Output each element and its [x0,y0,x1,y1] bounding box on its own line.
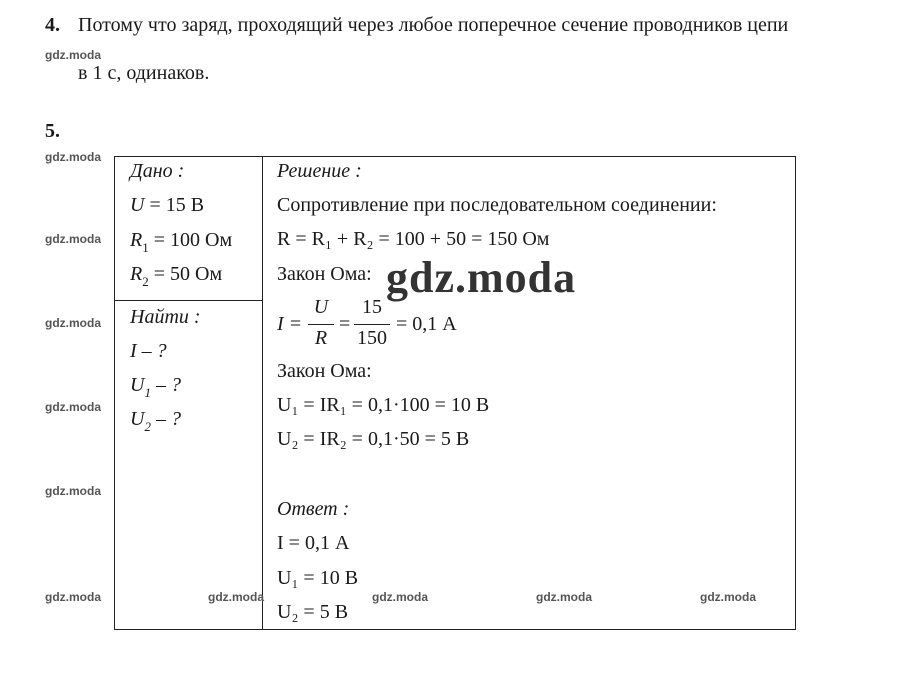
current-formula-eq: = [339,313,351,335]
watermark-small: gdz.moda [700,590,756,604]
find-item-u1: $U_1$ – ? [130,374,181,400]
ohm-law-label-2: Закон Ома: [277,360,372,382]
u1-formula: U₁ = IR₁ = 0,1·100 = 10 В [277,394,490,416]
find-title: Найти : [130,306,201,328]
series-text: Сопротивление при последовательном соединении: [277,194,717,216]
task-4-number: 4. [45,14,60,36]
solution-title: Решение : [277,160,362,182]
fraction-2-bar [354,324,390,325]
task-4-line-1: Потому что заряд, проходящий через любое поперечное сечение проводников цепи [78,14,789,36]
table-divider-vertical [262,156,263,629]
answer-title: Ответ : [277,498,350,520]
fraction-1-bar [308,324,334,325]
watermark-small: gdz.moda [45,400,101,414]
given-item-u: U = 15 В [130,194,205,216]
answer-u1: U₁ = 10 В [277,567,359,589]
table-divider-given-find [114,300,263,301]
given-title: Дано : [130,160,185,182]
watermark-large: gdz.moda [386,253,577,302]
find-item-u2: $U_2$ – ? [130,408,181,434]
watermark-small: gdz.moda [208,590,264,604]
given-item-r1: $R_1 = 100$ Ом [130,229,233,255]
watermark-small: gdz.moda [45,48,101,62]
answer-u2: U₂ = 5 В [277,601,349,623]
fraction-1-numerator: U [313,296,329,318]
task-4-line-2: в 1 с, одинаков. [78,62,210,84]
watermark-small: gdz.moda [45,316,101,330]
fraction-1-denominator: R [314,327,328,349]
answer-current: I = 0,1 А [277,532,350,554]
fraction-2-numerator: 15 [362,296,382,318]
find-item-i: I – ? [130,340,167,362]
given-item-r2: $R_2 = 50$ Ом [130,263,223,289]
watermark-small: gdz.moda [536,590,592,604]
watermark-small: gdz.moda [45,484,101,498]
current-formula-lhs: I = [277,313,303,335]
ohm-law-label-1: Закон Ома: [277,263,372,285]
watermark-small: gdz.moda [372,590,428,604]
fraction-2-denominator: 150 [357,327,387,349]
watermark-small: gdz.moda [45,590,101,604]
u2-formula: U₂ = IR₂ = 0,1·50 = 5 В [277,428,470,450]
current-formula-result: = 0,1 А [396,313,457,335]
watermark-small: gdz.moda [45,150,101,164]
watermark-small: gdz.moda [45,232,101,246]
task-5-number: 5. [45,120,60,142]
resistance-formula: R = R₁ + R₂ = 100 + 50 = 150 Ом [277,228,550,250]
